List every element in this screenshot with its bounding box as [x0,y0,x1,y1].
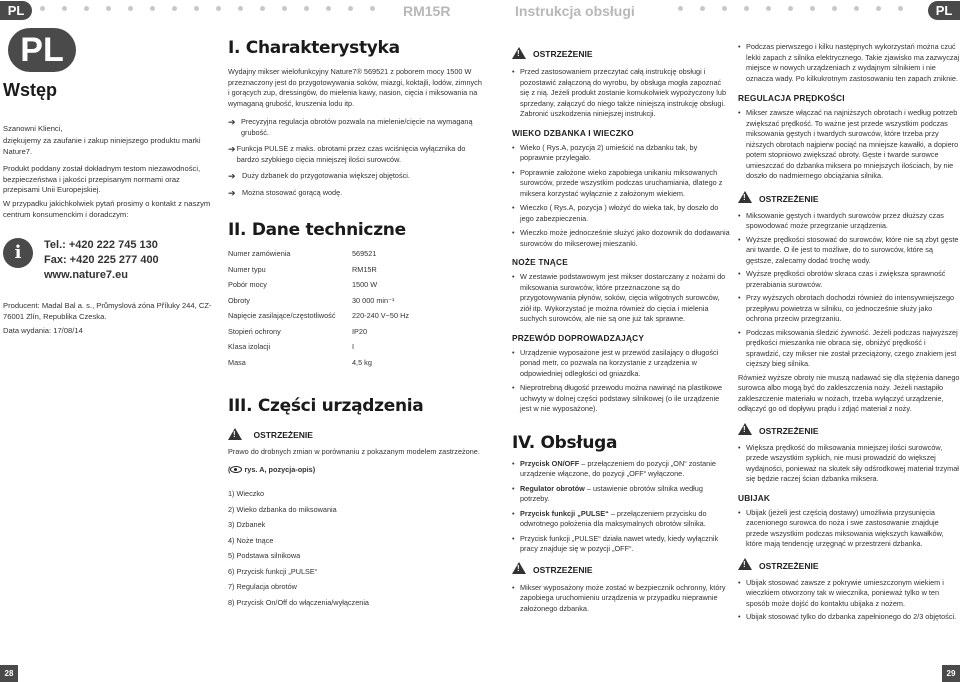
feature-list [228,117,483,198]
operation-label: Przycisk ON/OFF [520,458,580,468]
header-dot [238,6,243,11]
spec-key: Klasa izolacji [228,342,271,352]
speed-note: Również wyższe obroty nie muszą nadawać się dla stężenia danego surowca albo mogą być do zakleszczenia noży. Jeżeli nastąpiło zakleszczenie materiału w nożach, trzeba wyłączyć urządzenie, odłączyć go od dopływu prądu i zdjąć materiał z noży. [738,372,960,413]
warning-icon [738,191,752,203]
bullet-item: • Mikser wyposażony może zostać w bezpiecznik ochronny, który zapobiega uruchomieniu urządzenia w przypadku nieprawnie założonego dzbanka. [512,583,732,615]
warning-list [738,443,960,485]
arrow-icon: ➔ [228,187,236,198]
bullet-item: • Wyższe prędkości obrotów skraca czas i zwiększa sprawność przerabiania surowców. [738,269,960,290]
part-item: 1) Wieczko [228,489,265,498]
spec-key: Pobór mocy [228,280,267,290]
knives-list [512,272,732,325]
header-dot [304,6,309,11]
header-dots [40,6,920,14]
part-item: 2) Wieko dzbanka do miksowania [228,504,337,514]
bullet-item: • Wieczko ( Rys.A, pozycja ) włożyć do wieka tak, by doszło do jego zabezpieczenia. [512,203,732,224]
operation-item [512,459,732,480]
bullet-item: • Ubijak stosować tylko do dzbanka zapełnionego do 2/3 objętości. [738,612,960,623]
warning-title: OSTRZEŻENIE [759,193,819,204]
warning-text: Prawo do drobnych zmian w porównaniu z pokazanym modelem zastrzeżone. [228,447,480,456]
operation-text: – przełączeniem do pozycji „ON“ zostanie urządzenie włączone, do pozycji „OFF“ wyłączone. [520,458,716,478]
operation-text: – przełączeniem przycisku do odwrotnego położenia dla maksymalnych obrotów silnika. [520,508,707,528]
header-dot [150,6,155,11]
warning-list [738,578,960,623]
bullet-item: • Podczas pierwszego i kilku następnych wykorzystań można czuć lekki zapach z silnika elektrycznego. Takie zjawisko ma zazwyczaj miejsce w nowych urządzeniach z wydajnym silnikiem i nie oznacza wady. Po kilkukrotnym zastosowaniu ten zapach zniknie. [738,42,960,84]
speed-list [738,108,960,182]
spec-value: RM15R [352,264,377,274]
spec-row [228,246,483,262]
header-dot [678,6,683,11]
spec-value: I [352,342,355,352]
page-number-right: 29 [942,665,960,682]
cord-heading: PRZEWÓD DOPROWADZAJĄCY [512,332,645,343]
warning-icon [228,428,242,440]
warning-block [512,560,732,578]
part-item: 4) Noże tnące [228,535,274,545]
manual-title: Instrukcja obsługi [515,3,635,19]
header-dot [216,6,221,11]
header-dot [128,6,133,11]
warning-list [512,583,732,615]
warning-block [512,44,732,62]
section-heading-technical: II. Dane techniczne [228,220,406,240]
column-speed [738,42,960,626]
spec-key: Stopień ochrony [228,326,281,336]
figure-label: rys. A, pozycja-opis) [244,464,316,474]
cord-list [512,348,732,415]
spec-value: 4,5 kg [352,357,372,367]
operation-label: Regulator obrotów [520,483,585,493]
header-dot [766,6,771,11]
warning-title: OSTRZEŻENIE [533,49,593,59]
feature-item [228,171,483,182]
bullet-item: • Większa prędkość do miksowania mniejszej ilości surowców, przede wszystkim sypkich, nie musi prowadzić do większej wydajności, ponieważ na skutek siły odśrodkowej materiał trzymał się będzie raczej ścian dzbanka miksera. [738,443,960,485]
spec-row [228,324,483,340]
feature-item [228,188,483,199]
lid-list [512,143,732,250]
operation-item [512,509,732,530]
intro-heading: Wstęp [3,80,57,100]
feature-text: Precyzyjna regulacja obrotów pozwala na mielenie/cięcie na wymaganą grubość. [240,117,473,137]
part-item: 3) Dzbanek [228,520,266,529]
model-label: RM15R [403,3,451,19]
header-dot [788,6,793,11]
arrow-icon: ➔ [228,144,236,154]
header-dot [876,6,881,11]
arrow-icon: ➔ [228,171,236,181]
knives-heading: NOŻE TNĄCE [512,257,568,267]
warning-list [738,211,960,370]
spec-value: 220-240 V~50 Hz [352,311,409,321]
bullet-item: • Wyższe prędkości stosować do surowców, które nie są zbyt gęste ani twarde. O ile jest to możliwe, do to surowców, które są gęstsze, zalecamy dodać trochę wody. [738,235,960,267]
tamper-list [738,508,960,550]
bullet-item: • Podczas miksowania śledzić żywność. Jeżeli podczas najwyższej prędkości mieszanka nie obraca się, obniżyć prędkość i sprawdzić, czy mikser nie został przeciążony, czego znakiem jest cięższy bieg silnika. [738,328,960,370]
language-tab-left: PL [0,1,32,20]
page-number-left: 28 [0,665,18,682]
figure-reference: ( rys. A, pozycja-opis) [228,464,316,474]
bullet-item: • Wieczko może jednocześnie służyć jako dozownik do dodawania surowców do mikserowej mieszanki. [512,228,732,249]
column-usage [512,44,732,618]
spec-value: 30 000 min⁻¹ [352,295,395,305]
fax-number: Fax: +420 225 277 400 [44,254,159,266]
header-dot [106,6,111,11]
info-icon: i [3,238,33,268]
parts-list [228,489,483,613]
operation-item [512,484,732,505]
header-dot [744,6,749,11]
warning-title: OSTRZEŻENIE [253,430,313,440]
page-header [0,0,960,22]
spec-value: 1500 W [352,280,378,290]
section-heading-characteristics: I. Charakterystyka [228,38,400,58]
arrow-icon: ➔ [228,117,236,127]
header-dot [898,6,903,11]
spec-row [228,277,483,293]
bullet-item: • Wieko ( Rys.A, pozycja 2) umieścić na dzbanku tak, by poprawnie przylegało. [512,143,732,164]
warning-icon [738,423,752,435]
warning-icon [738,558,752,570]
warning-icon [512,47,526,59]
column-characteristics [228,38,483,613]
feature-text: Funkcja PULSE z maks. obrotami przez czas wciśnięcia wyłącznika do bardzo szybkiego cięcia mniejszej ilości surowców. [236,144,466,164]
section-heading-operation: IV. Obsługa [512,432,618,453]
eye-icon [230,466,242,473]
quality-text: Produkt poddany został dokładnym testom niezawodności, bezpieczeństwa i jakości przepisanym normami oraz przepisami Unii Europejskiej. [3,164,201,194]
issue-date: Data wydania: 17/08/14 [3,326,83,335]
header-dot [700,6,705,11]
operation-item [512,534,732,555]
warning-block [738,556,960,574]
tamper-heading: UBIJAK [738,492,771,503]
greeting: Szanowni Klienci, [3,124,63,133]
part-item: 7) Regulacja obrotów [228,582,297,591]
producer-info: Producent: Madal Bal a. s., Průmyslová zóna Příluky 244, CZ-76001 Zlín, Republika Czeska. [3,301,212,321]
header-dot [282,6,287,11]
header-dot [370,6,375,11]
spec-key: Napięcie zasilające/częstotliwość [228,311,336,321]
feature-text: Duży dzbanek do przygotowania większej objętości. [242,171,410,180]
warning-title: OSTRZEŻENIE [759,425,819,436]
section-heading-parts: III. Części urządzenia [228,396,424,416]
operation-text: Przycisk funkcji „PULSE“ działa nawet wtedy, kiedy wyłącznik pracy znajduje się w pozycji „OFF“. [520,533,719,553]
header-dot [172,6,177,11]
header-dot [348,6,353,11]
warning-list [512,67,732,120]
header-dot [62,6,67,11]
spec-row [228,339,483,355]
speed-heading: REGULACJA PRĘDKOŚCI [738,93,845,103]
header-dot [84,6,89,11]
operation-list [512,459,732,555]
bullet-item: • Urządzenie wyposażone jest w przewód zasilający o długości ponad metr, co pozwala na korzystanie z urządzenia w odpowiedniej odległości od gniazdka. [512,348,732,380]
bullet-item: • W zestawie podstawowym jest mikser dostarczany z nożami do miksowania surowców, które przeznaczone są do przygotowywania płynów, soków, cięcia wilgotnych surowców, ziół itp. Wykorzystać je można również do cięcia i mielenia suchych surowców, ale nie są one już tak sprawne. [512,272,732,325]
spec-value: 569521 [352,249,377,259]
spec-key: Numer zamówienia [228,249,291,259]
warning-title: OSTRZEŻENIE [759,560,819,571]
spec-key: Masa [228,357,246,367]
bullet-item: • Ubijak (jeżeli jest częścią dostawy) umożliwia przysunięcia zacenionego surowca do noża i swe zastosowanie znajduje przede wszystkim podczas miksowania większych kawałków, które mają tendencję urzęgnąć w przestrzeni dzbanka. [738,508,960,550]
product-intro: Wydajny mikser wielofunkcyjny Nature7® 569521 z poborem mocy 1500 W przeznaczony jest do przygotowywania soków, miazgi, koktajli, lodów, zimnych i gorących zup, dressingów, do mielenia kawy, nasion, cięcia i miksowania na wymaganą grubość, kruszenia lodu itp. [228,67,482,108]
bullet-item: • Ubijak stosować zawsze z pokrywie umieszczonym wiekiem i wieczkiem otworzony tak w wiecznika, ponieważ tylko w ten sposób może dojść do kontaktu ubijaka z nożem. [738,578,960,610]
warning-icon [512,562,526,574]
bullet-item: • Nieprotrebną długość przewodu można nawinąć na plastikowe uchwyty w dolnej części podstawy silnikowej (o ile urządzenie jest w nie wyposażone). [512,383,732,415]
contact-text: W przypadku jakichkolwiek pytań prosimy o kontakt z naszym centrum konsumenckim i doradczym: [3,199,211,219]
bullet-item: • Mikser zawsze włączać na najniższych obrotach i według potrzeb zwiększać prędkość. To ważne jest przede wszystkim podczas miksowania gęstych i twardych surowców, które trzeba przy niższych obrotach najpierw pociąć na mniejsze kawałki, a dopiero potem stopniowo zwiększać obroty. Gęste i twarde surowce umieszczać do dzbanka miksera po mniejszych ilościach, by nie doszło do nadmiernego obciążania silnika. [738,108,960,182]
spec-row [228,262,483,278]
warning-block [228,425,483,443]
header-dot [722,6,727,11]
spec-row [228,308,483,324]
part-item: 5) Podstawa silnikowa [228,551,301,560]
bullet-item: • Miksowanie gęstych i twardych surowców przez dłuższy czas spowodować może przegrzanie urządzenia. [738,211,960,232]
bullet-item: • Poprawnie założone wieko zapobiega unikaniu miksowanych surowców, przede wszystkim podczas uruchamiania, dlatego z miksera korzystać wyłącznie z założonym wiekiem. [512,168,732,200]
feature-item [228,144,483,165]
feature-text: Można stosować gorącą wodę. [242,187,343,197]
intro-list [738,42,960,84]
phone-number: Tel.: +420 222 745 130 [44,239,158,251]
spec-table [228,246,483,370]
header-dot [326,6,331,11]
spec-key: Numer typu [228,264,266,274]
operation-text: – ustawienie obrotów silnika według potrzeby. [520,483,703,503]
thanks-text: dziękujemy za zaufanie i zakup niniejszego produktu marki Nature7. [3,136,201,156]
part-item: 6) Przycisk funkcji „PULSE“ [228,566,318,576]
part-item: 8) Przycisk On/Off do włączenia/wyłączenia [228,597,369,607]
bullet-item: • Przed zastosowaniem przeczytać całą instrukcję obsługi i pozostawić załączoną do wyrobu, by obsługa mogła zapoznać się z nią. Jeżeli produkt zostanie komukolwiek wypożyczony lub sprzedany, załączyć do niego także niniejszą instrukcję obsługi. Zabronić uszkodzenia niniejszej instrukcji. [512,67,732,120]
operation-label: Przycisk funkcji „PULSE“ [520,508,609,518]
header-dot [260,6,265,11]
spec-row [228,293,483,309]
warning-title: OSTRZEŻENIE [533,564,593,575]
spec-value: IP20 [352,326,368,336]
warning-block [738,421,960,439]
header-dot [810,6,815,11]
bullet-item: • Przy wyższych obrotach dochodzi również do intensywniejszego przepływu powietrza w silniku, co jednocześnie służy jako ochrona przeciw przegrzaniu. [738,293,960,325]
warning-block [738,189,960,207]
header-dot [40,6,45,11]
spec-row [228,355,483,371]
header-dot [832,6,837,11]
language-tab-right: PL [928,1,960,20]
language-badge: PL [8,28,76,72]
feature-item [228,117,483,138]
spec-key: Obroty [228,295,250,305]
header-dot [194,6,199,11]
lid-heading: WIEKO DZBANKA I WIECZKO [512,127,634,138]
website-link[interactable]: www.nature7.eu [44,269,128,281]
header-dot [854,6,859,11]
